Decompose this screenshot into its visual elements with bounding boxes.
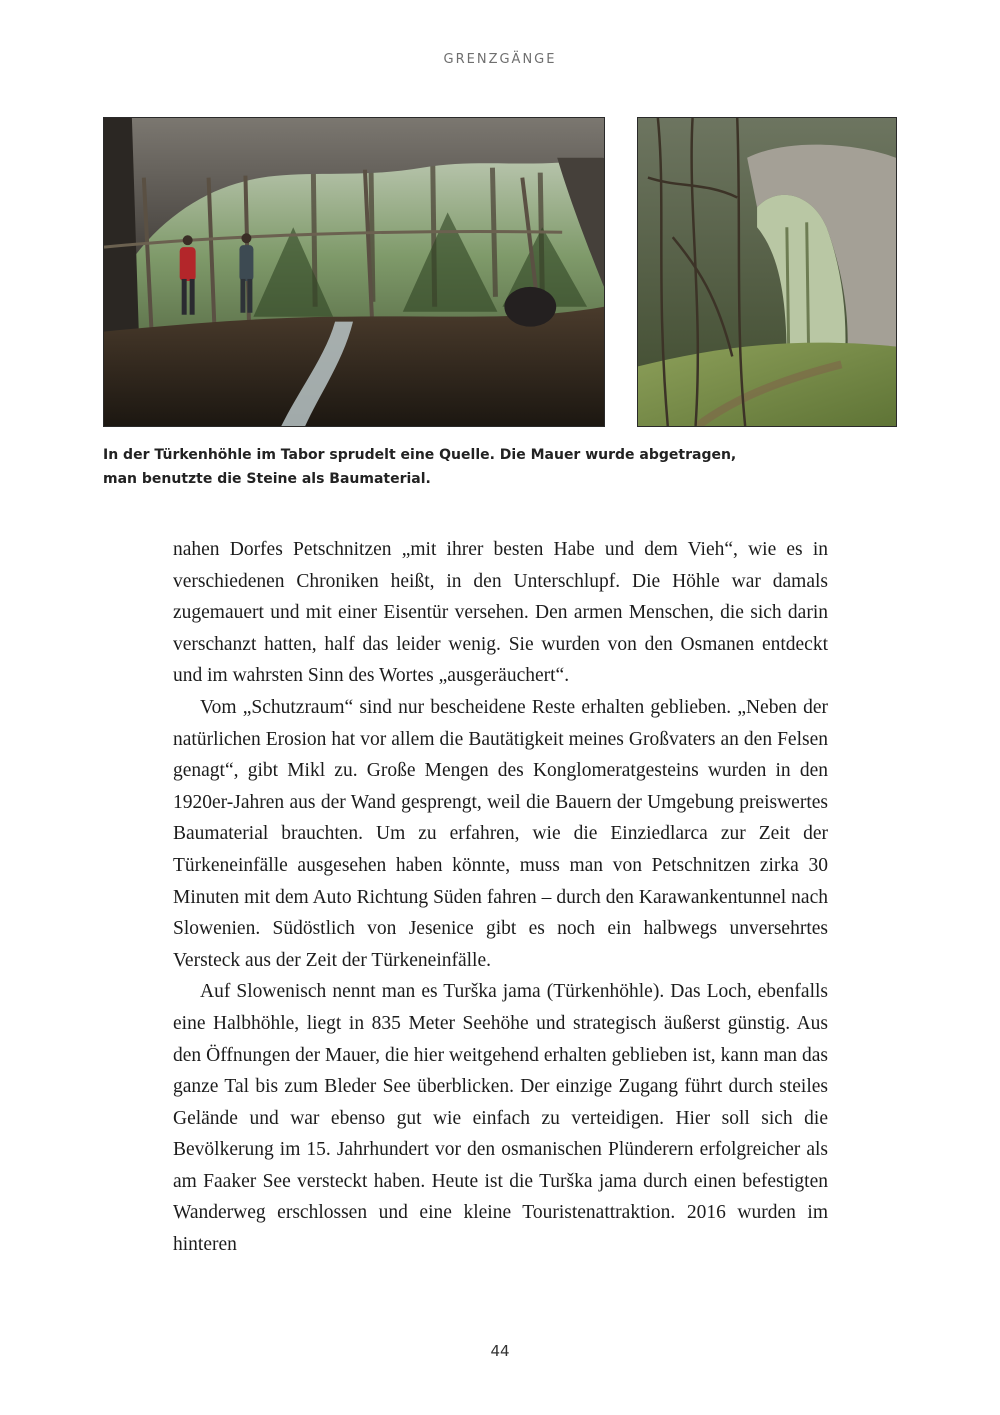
caption-line: man benutzte die Steine als Baumaterial.	[103, 471, 431, 487]
paragraph: Auf Slowenisch nennt man es Turška jama (Türkenhöhle). Das Loch, ebenfalls eine Halbhöhle, liegt in 835 Meter Seehöhe und strategisch äußerst günstig. Aus den Öffnungen der Mauer, die hier weitgehend erhalten geblieben ist, kann man das ganze Tal bis zum Bleder See überblicken. Der einzige Zugang führt durch steiles Gelände und war ebenso gut wie einfach zu verteidigen. Hier soll sich die Bevölkerung im 15. Jahrhundert vor den osmanischen Plünderern erfolgreicher als am Faaker See versteckt haben. Heute ist die Turška jama durch einen befestigten Wanderweg erschlossen und eine kleine Touristenattraktion. 2016 wurden im hinteren	[173, 981, 828, 1256]
running-head: GRENZGÄNGE	[443, 52, 557, 67]
cave-photo-illustration	[104, 118, 604, 426]
page-number: 44	[490, 1342, 510, 1360]
body-text	[173, 534, 828, 1261]
photo-rock-arch	[637, 117, 897, 427]
arch-photo-illustration	[638, 118, 896, 426]
caption-line: In der Türkenhöhle im Tabor sprudelt eine Quelle. Die Mauer wurde abgetragen,	[103, 447, 737, 463]
paragraph: nahen Dorfes Petschnitzen „mit ihrer besten Habe und dem Vieh“, wie es in verschiedenen Chroniken heißt, in den Unterschlupf. Die Höhle war damals zugemauert und mit einer Eisentür versehen. Den armen Menschen, die sich darin verschanzt hatten, half das leider wenig. Sie wurden von den Osmanen entdeckt und im wahrsten Sinn des Wortes „ausgeräuchert“.	[173, 539, 828, 687]
photo-cave-spring	[103, 117, 605, 427]
paragraph: Vom „Schutzraum“ sind nur bescheidene Reste erhalten geblieben. „Neben der natürlichen Erosion hat vor allem die Bautätigkeit meines Großvaters an den Felsen genagt“, gibt Mikl zu. Große Mengen des Konglomeratgesteins wurden in den 1920er-Jahren aus der Wand gesprengt, weil die Bauern der Umgebung preiswertes Baumaterial brauchten. Um zu erfahren, wie die Einziedlarca zur Zeit der Türkeneinfälle ausgesehen haben könnte, muss man von Petschnitzen zirka 30 Minuten mit dem Auto Richtung Süden fahren – durch den Karawankentunnel nach Slowenien. Südöstlich von Jesenice gibt es noch ein halbwegs unversehrtes Versteck aus der Zeit der Türkeneinfälle.	[173, 696, 828, 971]
photo-caption	[103, 443, 823, 491]
